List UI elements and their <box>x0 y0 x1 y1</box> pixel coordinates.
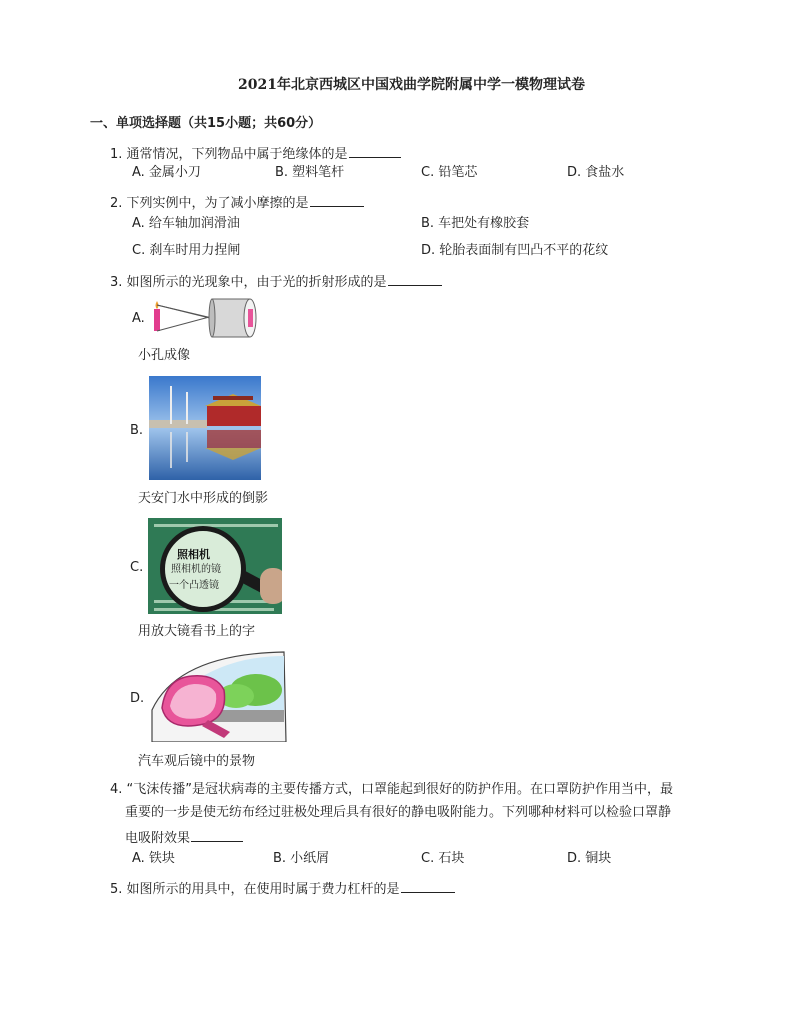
question-4-line-2: 重要的一步是使无纺布经过驻极处理后具有很好的静电吸附能力。下列哪种材料可以检验口罩静 <box>125 805 672 820</box>
question-3-stem <box>110 273 442 289</box>
question-4-line-1: 4. “飞沫传播”是冠状病毒的主要传播方式，口罩能起到很好的防护作用。在口罩防护作用当中，最 <box>110 782 674 797</box>
answer-blank <box>401 880 455 893</box>
q3-option-b-label: B. <box>130 423 144 438</box>
q3-option-d-label: D. <box>130 691 145 706</box>
question-2-stem <box>110 194 364 210</box>
pinhole-camera-image <box>148 293 274 343</box>
page-title: 2021年北京西城区中国戏曲学院附属中学一模物理试卷 <box>238 77 585 93</box>
q2-option-b: B. 车把处有橡胶套 <box>421 216 530 231</box>
q1-option-a: A. 金属小刀 <box>132 165 201 180</box>
section-heading: 一、单项选择题（共15小题；共60分） <box>90 116 322 131</box>
question-5-text: 5. 如图所示的用具中，在使用时属于费力杠杆的是 <box>110 882 400 897</box>
answer-blank <box>349 145 401 158</box>
question-1-text: 1. 通常情况，下列物品中属于绝缘体的是 <box>110 147 348 162</box>
q1-option-d: D. 食盐水 <box>567 165 625 180</box>
q4-option-d: D. 铜块 <box>567 851 612 866</box>
question-4-line-3 <box>125 829 243 845</box>
q1-option-c: C. 铅笔芯 <box>421 165 478 180</box>
answer-blank <box>191 829 243 842</box>
q2-option-a: A. 给车轴加润滑油 <box>132 216 240 231</box>
q3-option-d-caption: 汽车观后镜中的景物 <box>138 754 256 769</box>
magnifier-image <box>148 518 282 614</box>
question-5-stem <box>110 880 455 896</box>
question-4-text: 电吸附效果 <box>125 831 191 846</box>
question-1-stem <box>110 145 401 161</box>
q3-option-b-caption: 天安门水中形成的倒影 <box>138 491 269 506</box>
car-mirror-image <box>148 650 288 742</box>
q4-option-a: A. 铁块 <box>132 851 175 866</box>
q3-option-a-caption: 小孔成像 <box>138 348 191 363</box>
q1-option-b: B. 塑料笔杆 <box>275 165 345 180</box>
q3-option-c-caption: 用放大镜看书上的字 <box>138 624 256 639</box>
question-2-text: 2. 下列实例中，为了减小摩擦的是 <box>110 196 309 211</box>
q2-option-c: C. 刹车时用力捏闸 <box>132 243 241 258</box>
q4-option-b: B. 小纸屑 <box>273 851 330 866</box>
tiananmen-reflection-image <box>149 376 261 480</box>
q2-option-d: D. 轮胎表面制有凹凸不平的花纹 <box>421 243 609 258</box>
answer-blank <box>388 273 442 286</box>
answer-blank <box>310 194 364 207</box>
question-3-text: 3. 如图所示的光现象中，由于光的折射形成的是 <box>110 275 387 290</box>
q4-option-c: C. 石块 <box>421 851 465 866</box>
magnifier-text-3: 一个凸透镜 <box>169 580 219 591</box>
q3-option-c-label: C. <box>130 560 144 575</box>
magnifier-text-1: 照相机 <box>177 548 210 561</box>
magnifier-text-2: 照相机的镜 <box>171 564 221 575</box>
q3-option-a-label: A. <box>132 311 145 326</box>
